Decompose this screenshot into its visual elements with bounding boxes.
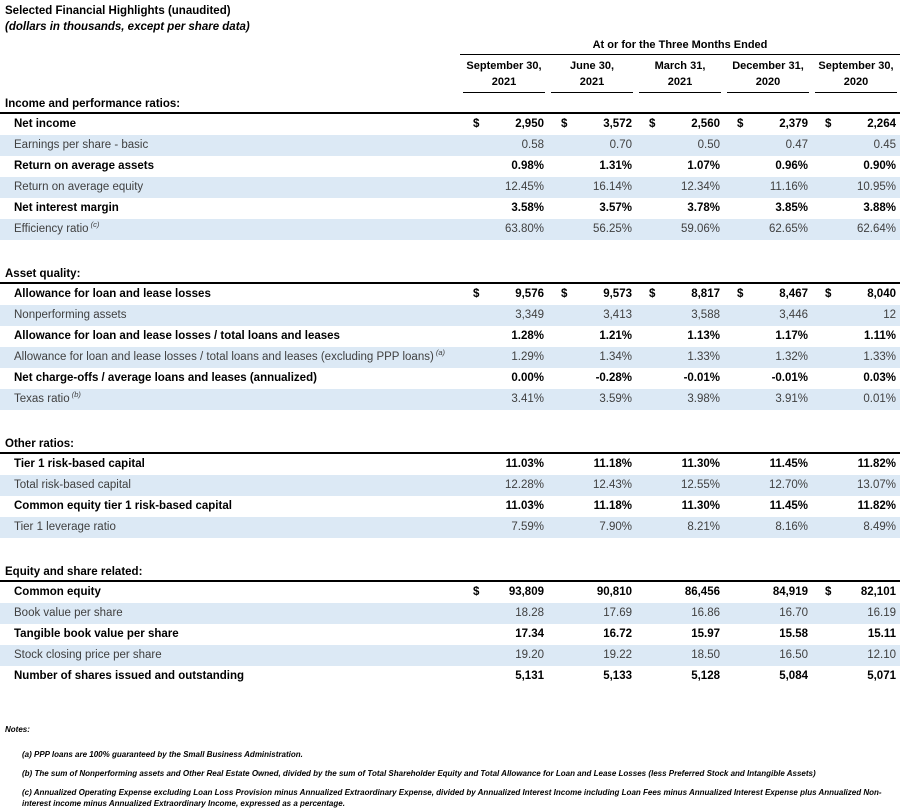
cell-value: 18.28: [515, 607, 544, 619]
row-label: Return on average assets: [14, 160, 154, 172]
row-label: Return on average equity: [14, 181, 144, 193]
cell-value: $ 93,809: [460, 582, 548, 603]
column-header: [639, 55, 721, 93]
row-label: Net interest margin: [14, 202, 119, 214]
cell-value: 11.03%: [505, 458, 544, 470]
footnote-ref: (a): [433, 348, 446, 358]
row-label: Nonperforming assets: [14, 309, 127, 321]
table-row: [0, 135, 900, 156]
table-row: [0, 645, 900, 666]
row-label: Texas ratio $^{(b)}$: [14, 390, 81, 405]
cell-value: 11.30%: [681, 458, 720, 470]
notes-section: [0, 725, 900, 809]
dollar-sign: $: [737, 288, 744, 300]
cell-value: $ 2,264: [812, 114, 900, 135]
cell-value: 1.28%: [511, 330, 544, 342]
cell-value: 11.18%: [593, 458, 632, 470]
cell-value: 3.88%: [863, 202, 896, 214]
cell-value: $ 3,572: [548, 114, 636, 135]
cell-value: 16.72: [603, 628, 632, 640]
cell-value: 3.98%: [687, 393, 720, 405]
cell-value: $ 9,573: [548, 284, 636, 305]
cell-value: 12.43%: [592, 479, 632, 491]
cell-value: 1.32%: [775, 351, 808, 363]
period-header: At or for the Three Months Ended: [460, 38, 900, 55]
note-item: (a) PPP loans are 100% guaranteed by the Small Business Administration.: [22, 750, 303, 759]
column-year: 2021: [579, 76, 605, 88]
cell-value: 8.21%: [687, 521, 720, 533]
cell-value: $ 2,560: [636, 114, 724, 135]
cell-value: 3.41%: [511, 393, 544, 405]
cell-value: 0.98%: [511, 160, 544, 172]
cell-value: 11.30%: [681, 500, 720, 512]
table-row: [0, 666, 900, 687]
page-subtitle: (dollars in thousands, except per share data): [5, 21, 250, 33]
table-row: [0, 305, 900, 326]
cell-value: 7.90%: [599, 521, 632, 533]
table-row: [0, 389, 900, 410]
table-row: [0, 603, 900, 624]
cell-value: 0.47: [785, 139, 808, 151]
table-row: [0, 326, 900, 347]
cell-value: 1.33%: [863, 351, 896, 363]
dollar-sign: $: [825, 118, 832, 130]
cell-value: 16.86: [691, 607, 720, 619]
table-row: [0, 177, 900, 198]
note-item: (b) The sum of Nonperforming assets and Other Real Estate Owned, divided by the sum of Total Shareholder Equity and Total Allowance for Loan and Lease Losses (less Preferred Stock and Intangible Assets): [22, 769, 816, 778]
row-label: Stock closing price per share: [14, 649, 162, 661]
section-heading: Equity and share related:: [0, 565, 900, 582]
cell-value: 0.50: [697, 139, 720, 151]
cell-value: 0.58: [521, 139, 544, 151]
row-label: Number of shares issued and outstanding: [14, 670, 245, 682]
cell-value: 0.96%: [775, 160, 808, 172]
cell-value: 17.34: [515, 628, 544, 640]
cell-value: 1.33%: [687, 351, 720, 363]
cell-value: 3,413: [603, 309, 632, 321]
cell-value: 11.16%: [769, 181, 808, 193]
cell-value: 1.11%: [864, 330, 896, 342]
cell-value: 15.58: [779, 628, 808, 640]
cell-value: 0.01%: [863, 393, 896, 405]
cell-value: 19.22: [603, 649, 632, 661]
column-month: March 31,: [654, 60, 706, 72]
notes-title: Notes:: [5, 725, 30, 734]
table-row: [0, 496, 900, 517]
note-item: (c) Annualized Operating Expense excluding Loan Loss Provision minus Annualized Extraordinary Expense, divided by Annualized Interest Income including Loan Fees minus Annualized Interest Expense plus Annualized Non-interest income minus Annualized Extraordinary Income, expressed as a percentage.: [22, 788, 882, 808]
cell-value: $ 8,817: [636, 284, 724, 305]
notes-list: [5, 749, 900, 809]
cell-value: $ 2,379: [724, 114, 812, 135]
cell-value: 84,919: [772, 586, 808, 598]
row-label: Tangible book value per share: [14, 628, 179, 640]
cell-value: 19.20: [515, 649, 544, 661]
column-month: September 30,: [466, 60, 542, 72]
row-label: Common equity tier 1 risk-based capital: [14, 500, 232, 512]
cell-value: 0.90%: [863, 160, 896, 172]
column-year: 2020: [755, 76, 781, 88]
cell-value: 1.29%: [511, 351, 544, 363]
cell-value: 5,128: [691, 670, 720, 682]
cell-value: 3.78%: [687, 202, 720, 214]
page-title: Selected Financial Highlights (unaudited): [5, 5, 231, 17]
column-headers: [460, 55, 900, 93]
table-row: [0, 347, 900, 368]
row-label: Book value per share: [14, 607, 123, 619]
row-label: Tier 1 leverage ratio: [14, 521, 116, 533]
cell-value: $ 2,950: [460, 114, 548, 135]
cell-value: 1.13%: [687, 330, 720, 342]
cell-value: 16.19: [867, 607, 896, 619]
column-header: [727, 55, 809, 93]
cell-value: 13.07%: [856, 479, 896, 491]
cell-value: 11.18%: [593, 500, 632, 512]
table-row: [0, 475, 900, 496]
cell-value: 86,456: [684, 586, 720, 598]
column-month: June 30,: [569, 60, 615, 72]
column-header: [463, 55, 545, 93]
cell-value: 1.17%: [775, 330, 808, 342]
cell-value: 0.03%: [863, 372, 896, 384]
cell-value: 1.21%: [599, 330, 632, 342]
cell-value: 12.55%: [680, 479, 720, 491]
cell-value: $ 8,040: [812, 284, 900, 305]
table-row: [0, 368, 900, 389]
dollar-sign: $: [473, 288, 480, 300]
table-row: [0, 284, 900, 305]
row-label: Common equity: [14, 586, 101, 598]
row-label: Allowance for loan and lease losses / total loans and leases (excluding PPP loans) $^{(a)}$: [14, 348, 446, 363]
table-row: [0, 198, 900, 219]
row-label: Earnings per share - basic: [14, 139, 149, 151]
cell-value: $ 9,576: [460, 284, 548, 305]
column-month: December 31,: [732, 60, 804, 72]
cell-value: 16.50: [779, 649, 808, 661]
dollar-sign: $: [473, 586, 480, 598]
column-year: 2021: [667, 76, 693, 88]
row-label: Net income: [14, 118, 76, 130]
cell-value: 3,588: [691, 309, 720, 321]
cell-value: $ 8,467: [724, 284, 812, 305]
cell-value: 15.11: [867, 628, 896, 640]
cell-value: 0.00%: [511, 372, 544, 384]
cell-value: 1.07%: [687, 160, 720, 172]
table-body: [0, 97, 900, 687]
cell-value: 11.45%: [769, 458, 808, 470]
row-label: Allowance for loan and lease losses / total loans and leases: [14, 330, 340, 342]
table-row: [0, 582, 900, 603]
cell-value: 0.45: [873, 139, 896, 151]
cell-value: 0.70: [609, 139, 632, 151]
cell-value: 8.49%: [863, 521, 896, 533]
cell-value: 1.34%: [599, 351, 632, 363]
cell-value: 5,084: [779, 670, 808, 682]
column-header: [551, 55, 633, 93]
label-column-spacer: [0, 38, 460, 93]
cell-value: 59.06%: [680, 223, 720, 235]
section-heading: Income and performance ratios:: [0, 97, 900, 114]
cell-value: $ 82,101: [812, 582, 900, 603]
cell-value: 3.85%: [775, 202, 808, 214]
cell-value: -0.01%: [771, 372, 808, 384]
row-label: Allowance for loan and lease losses: [14, 288, 211, 300]
table-header: [0, 38, 900, 93]
cell-value: 16.14%: [592, 181, 632, 193]
cell-value: 12.34%: [680, 181, 720, 193]
dollar-sign: $: [649, 118, 656, 130]
cell-value: 18.50: [691, 649, 720, 661]
dollar-sign: $: [561, 288, 568, 300]
cell-value: 3.59%: [599, 393, 632, 405]
section-heading: Asset quality:: [0, 267, 900, 284]
cell-value: 3,349: [515, 309, 544, 321]
cell-value: 12: [883, 309, 896, 321]
cell-value: 5,133: [603, 670, 632, 682]
dollar-sign: $: [561, 118, 568, 130]
cell-value: -0.01%: [683, 372, 720, 384]
cell-value: 12.10: [867, 649, 896, 661]
dollar-sign: $: [825, 288, 832, 300]
cell-value: -0.28%: [595, 372, 632, 384]
cell-value: 1.31%: [599, 160, 632, 172]
cell-value: 10.95%: [856, 181, 896, 193]
column-month: September 30,: [818, 60, 894, 72]
cell-value: 11.82%: [857, 500, 896, 512]
dollar-sign: $: [473, 118, 480, 130]
footnote-ref: (c): [88, 220, 100, 230]
cell-value: 12.45%: [504, 181, 544, 193]
row-label: Total risk-based capital: [14, 479, 131, 491]
cell-value: 3.91%: [775, 393, 808, 405]
column-header: [815, 55, 897, 93]
cell-value: 3,446: [779, 309, 808, 321]
cell-value: 17.69: [603, 607, 632, 619]
cell-value: 62.65%: [768, 223, 808, 235]
period-block: [460, 38, 900, 93]
cell-value: 63.80%: [504, 223, 544, 235]
table-row: [0, 156, 900, 177]
cell-value: 8.16%: [775, 521, 808, 533]
cell-value: 12.70%: [768, 479, 808, 491]
cell-value: 5,071: [867, 670, 896, 682]
table-row: [0, 114, 900, 135]
table-row: [0, 454, 900, 475]
row-label: Tier 1 risk-based capital: [14, 458, 145, 470]
cell-value: 11.45%: [769, 500, 808, 512]
table-row: [0, 517, 900, 538]
row-label: Efficiency ratio $^{(c)}$: [14, 220, 100, 235]
dollar-sign: $: [825, 586, 832, 598]
cell-value: 12.28%: [504, 479, 544, 491]
dollar-sign: $: [737, 118, 744, 130]
cell-value: 7.59%: [511, 521, 544, 533]
cell-value: 62.64%: [856, 223, 896, 235]
column-year: 2020: [843, 76, 869, 88]
table-row: [0, 219, 900, 240]
cell-value: 90,810: [596, 586, 632, 598]
cell-value: 16.70: [779, 607, 808, 619]
row-label: Net charge-offs / average loans and leases (annualized): [14, 372, 317, 384]
cell-value: 56.25%: [592, 223, 632, 235]
column-year: 2021: [491, 76, 517, 88]
dollar-sign: $: [649, 288, 656, 300]
cell-value: 5,131: [515, 670, 544, 682]
cell-value: 11.82%: [857, 458, 896, 470]
cell-value: 15.97: [691, 628, 720, 640]
cell-value: 11.03%: [505, 500, 544, 512]
cell-value: 3.58%: [511, 202, 544, 214]
cell-value: 3.57%: [599, 202, 632, 214]
section-heading: Other ratios:: [0, 437, 900, 454]
footnote-ref: (b): [69, 390, 81, 400]
table-row: [0, 624, 900, 645]
